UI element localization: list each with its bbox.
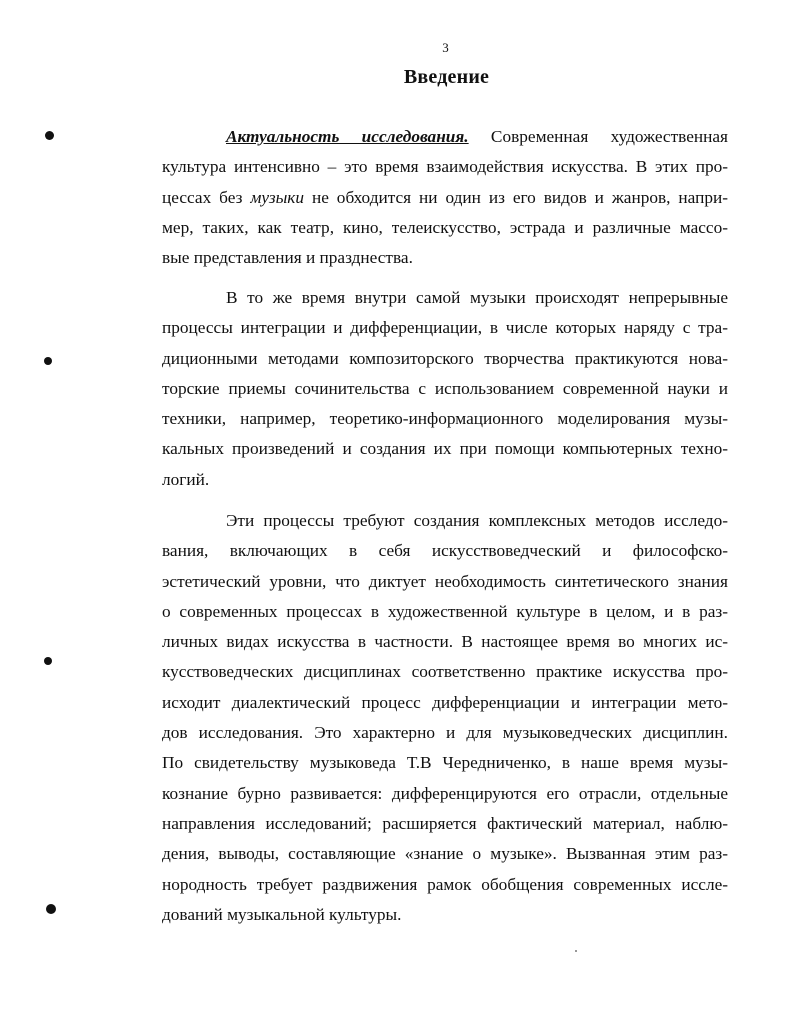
text-line: кусствоведческих дисциплинах соответственно практике искусства про- [162, 662, 728, 682]
text-line: личных видах искусства в частности. В настоящее время во многих ис- [162, 632, 728, 652]
text-line: о современных процессах в художественной культуре в целом, и в раз- [162, 601, 728, 621]
text-line: В то же время внутри самой музыки происходят непрерывные [226, 288, 728, 307]
punch-hole-mark [45, 131, 54, 140]
text-span: не обходится ни один из его видов и жанров, напри- [304, 187, 729, 207]
text-line: процессы интеграции и дифференциации, в числе которых наряду с тра- [162, 318, 728, 338]
text-span: цессах без [162, 187, 251, 207]
section-heading: Актуальность исследования. [226, 127, 469, 146]
text-line: направления исследований; расширяется фактический материал, наблю- [162, 813, 728, 833]
text-line: техники, например, теоретико-информационного моделирования музы- [162, 409, 728, 429]
text-line: дов исследования. Это характерно и для музыковедческих дисциплин. [162, 723, 728, 743]
text-line: дения, выводы, составляющие «знание о музыке». Вызванная этим раз- [162, 844, 728, 864]
text-line: нородность требует раздвижения рамок обобщения современных иссле- [162, 874, 728, 894]
paragraph-integration [162, 283, 728, 495]
text-line: вые представления и празднества. [162, 248, 413, 268]
text-line: торские приемы сочинительства с использованием современной науки и [162, 378, 728, 398]
italic-term: музыки [250, 187, 305, 207]
text-line: исходит диалектический процесс дифференциации и интеграции мето- [162, 692, 728, 712]
punch-hole-mark [46, 904, 56, 914]
scan-speck [575, 950, 577, 952]
text-line: вания, включающих в себя искусствоведческий и философско- [162, 541, 728, 561]
text-line: мер, таких, как театр, кино, телеискусство, эстрада и различные массо- [162, 217, 728, 237]
page-title: Введение [403, 66, 490, 88]
text-line: кальных произведений и создания их при помощи компьютерных техно- [162, 439, 728, 459]
paragraph-relevance [162, 122, 728, 273]
text-line: культура интенсивно – это время взаимодействия искусства. В этих про- [162, 157, 728, 177]
punch-hole-mark [44, 357, 52, 365]
text-line [162, 122, 728, 152]
text-line: логий. [162, 469, 210, 489]
page-number: 3 [442, 40, 449, 55]
text-line: кознание бурно развивается: дифференцируются его отрасли, отдельные [162, 783, 728, 803]
text-span: Современная художественная [468, 127, 729, 146]
text-line: диционными методами композиторского творчества практикуются нова- [162, 348, 728, 368]
text-line [162, 183, 728, 213]
paragraph-methods [162, 506, 728, 930]
punch-hole-mark [44, 657, 52, 665]
text-line: дований музыкальной культуры. [162, 904, 402, 924]
text-line: По свидетельству музыковеда Т.В Чередниченко, в наше время музы- [162, 753, 728, 773]
text-line: эстетический уровни, что диктует необходимость синтетического знания [162, 571, 728, 591]
text-line: Эти процессы требуют создания комплексных методов исследо- [226, 511, 728, 530]
